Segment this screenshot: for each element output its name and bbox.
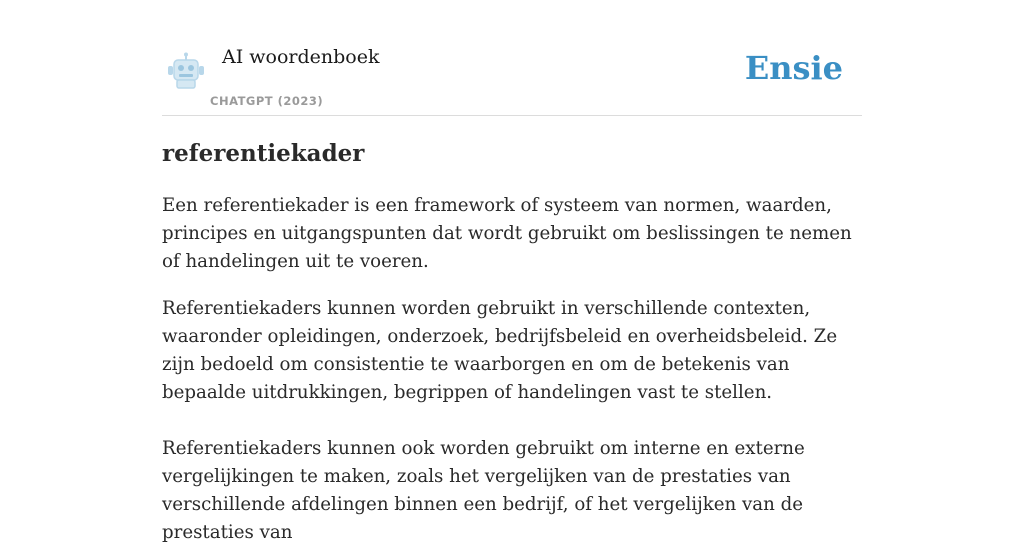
entry-term: referentiekader <box>162 140 365 167</box>
definition-paragraph: Referentiekaders kunnen worden gebruikt in verschillende contexten, waaronder opleidingen, onderzoek, bedrijfsbeleid en overheidsbeleid. Ze zijn bedoeld om consistentie te waarborgen en om de betekenis van bepaalde uitdrukkingen, begrippen of handelingen vast te stellen. <box>162 298 838 403</box>
entry-content <box>162 192 862 547</box>
robot-icon <box>166 52 206 90</box>
source-label: CHATGPT (2023) <box>210 94 324 108</box>
page-header <box>162 40 862 116</box>
brand-logo[interactable]: Ensie <box>744 49 843 87</box>
definition-paragraph: Referentiekaders kunnen ook worden gebruikt om interne en externe vergelijkingen te maken, zoals het vergelijken van de prestaties van verschillende afdelingen binnen een bedrijf, of het vergelijken van de prestaties van <box>162 438 805 543</box>
dictionary-name[interactable]: AI woordenboek <box>222 46 380 68</box>
definition-paragraph: Een referentiekader is een framework of systeem van normen, waarden, principes en uitgangspunten dat wordt gebruikt om beslissingen te nemen of handelingen uit te voeren. <box>162 195 852 272</box>
